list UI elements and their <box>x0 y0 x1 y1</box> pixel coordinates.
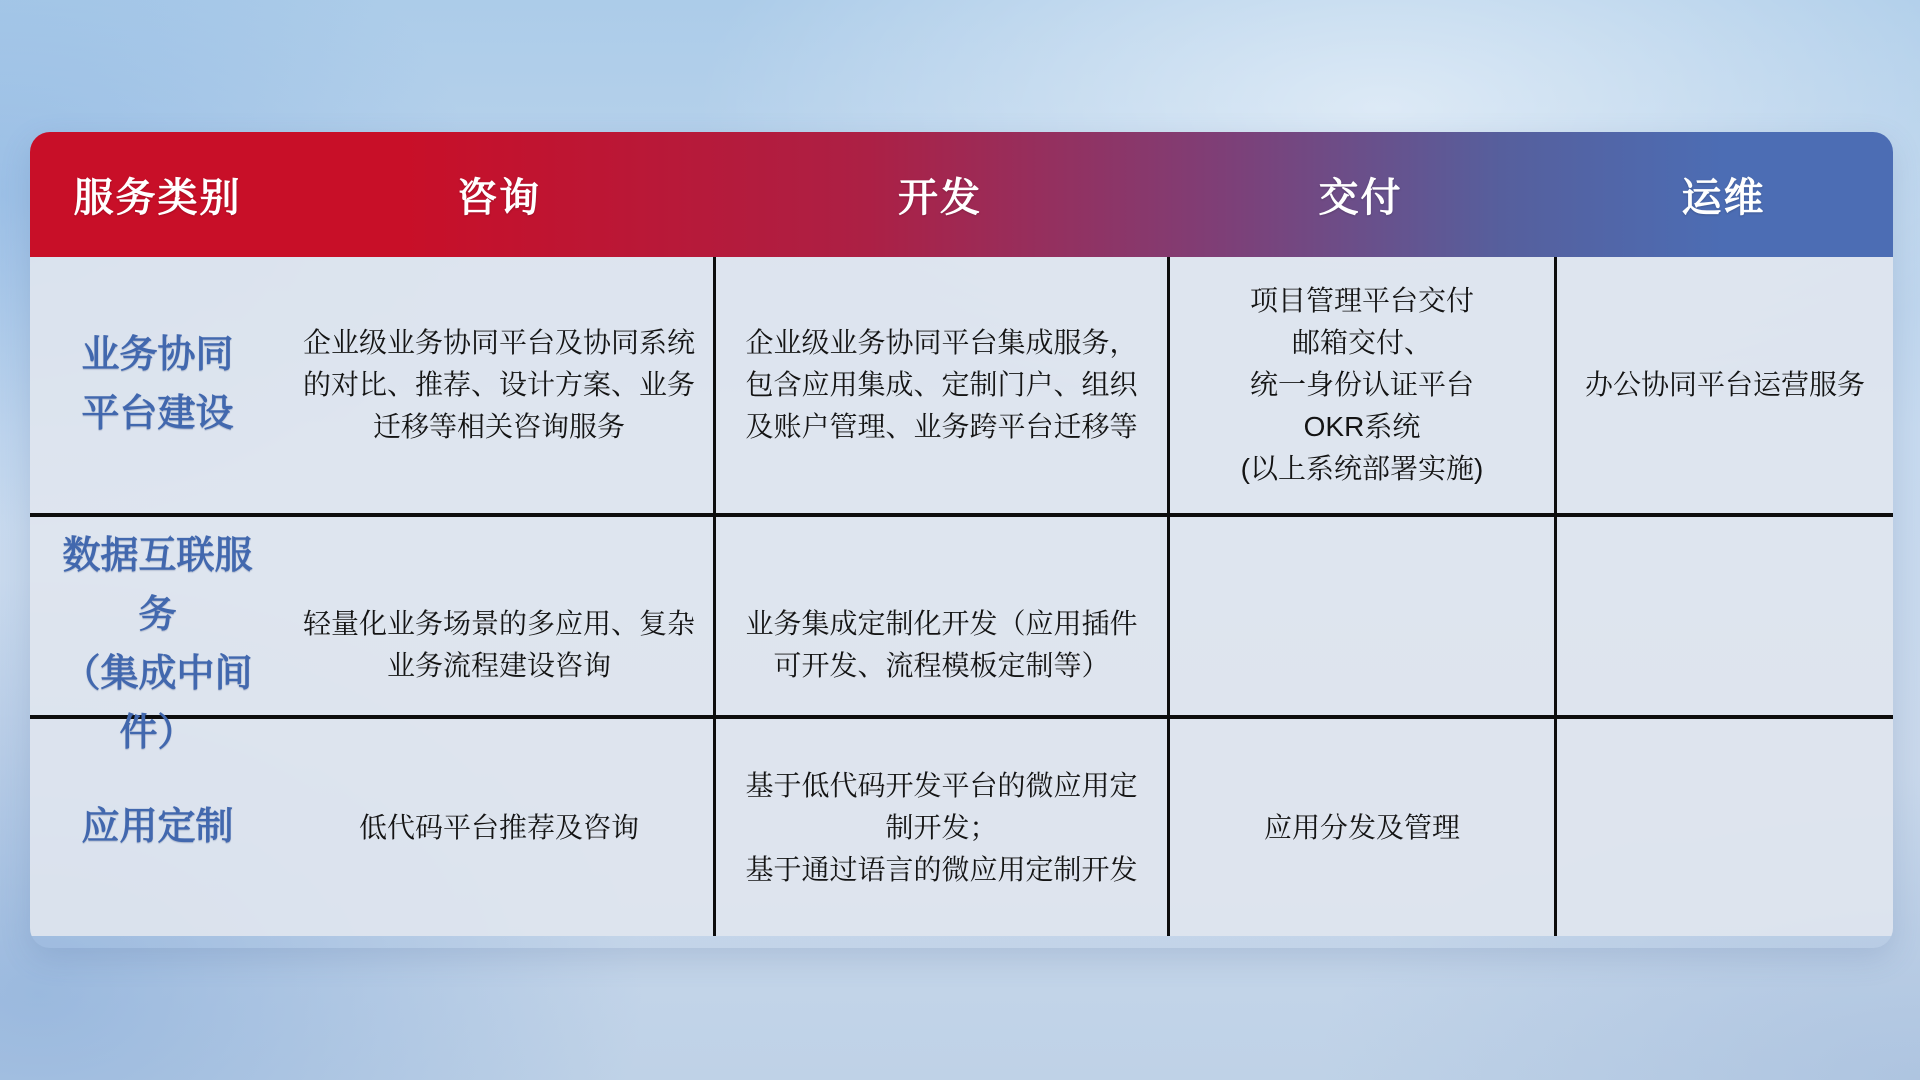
services-table <box>30 132 1893 948</box>
row1-operations-cell: 办公协同平台运营服务 <box>1554 257 1893 513</box>
row1-category-cell <box>30 257 285 513</box>
row2-category-line1: 数据互联服务 <box>62 535 253 636</box>
row1-delivery-line5: (以上系统部署实施) <box>1240 453 1484 484</box>
header-cell-service-category: 服务类别 <box>73 176 242 220</box>
table-row-app-customization <box>30 715 1893 936</box>
row1-delivery-line3: 统一身份认证平台 <box>1249 369 1474 400</box>
row2-category-line2: （集成中间件） <box>62 652 253 754</box>
row2-development-cell: 业务集成定制化开发（应用插件可开发、流程模板定制等） <box>713 517 1167 773</box>
row1-delivery-line2: 邮箱交付、 <box>1291 327 1432 358</box>
row3-operations-cell <box>1554 719 1893 936</box>
table-body <box>30 257 1893 936</box>
table-header-row <box>30 132 1893 257</box>
header-cell-development: 开发 <box>898 176 982 220</box>
row3-category-line1: 应用定制 <box>81 806 234 849</box>
header-cell-operations: 运维 <box>1681 176 1766 220</box>
row1-delivery-line1: 项目管理平台交付 <box>1249 285 1474 316</box>
row3-development-cell <box>713 719 1167 936</box>
row1-category-line2: 平台建设 <box>81 393 234 435</box>
row1-delivery-cell <box>1167 257 1554 513</box>
header-cell-consulting: 咨询 <box>457 176 541 220</box>
row1-consulting-cell: 企业级业务协同平台及协同系统的对比、推荐、设计方案、业务迁移等相关咨询服务 <box>303 327 696 442</box>
row1-category-line1: 业务协同 <box>81 334 234 377</box>
row1-delivery-line4: OKR系统 <box>1303 411 1421 442</box>
header-cell-delivery: 交付 <box>1318 176 1403 220</box>
row3-development-line2: 基于通过语言的微应用定制开发 <box>745 853 1138 885</box>
row3-development-line1: 基于低代码开发平台的微应用定制开发； <box>745 769 1138 843</box>
row3-delivery-cell: 应用分发及管理 <box>1167 719 1554 936</box>
row3-category-cell <box>30 719 285 936</box>
row2-consulting-cell: 轻量化业务场景的多应用、复杂业务流程建设咨询 <box>303 607 696 681</box>
row1-development-cell: 企业级业务协同平台集成服务，包含应用集成、定制门户、组织及账户管理、业务跨平台迁移等 <box>713 257 1167 513</box>
row3-consulting-cell: 低代码平台推荐及咨询 <box>358 811 639 843</box>
table-row-collab-platform <box>30 257 1893 513</box>
table-row-data-interconnect <box>30 513 1893 754</box>
